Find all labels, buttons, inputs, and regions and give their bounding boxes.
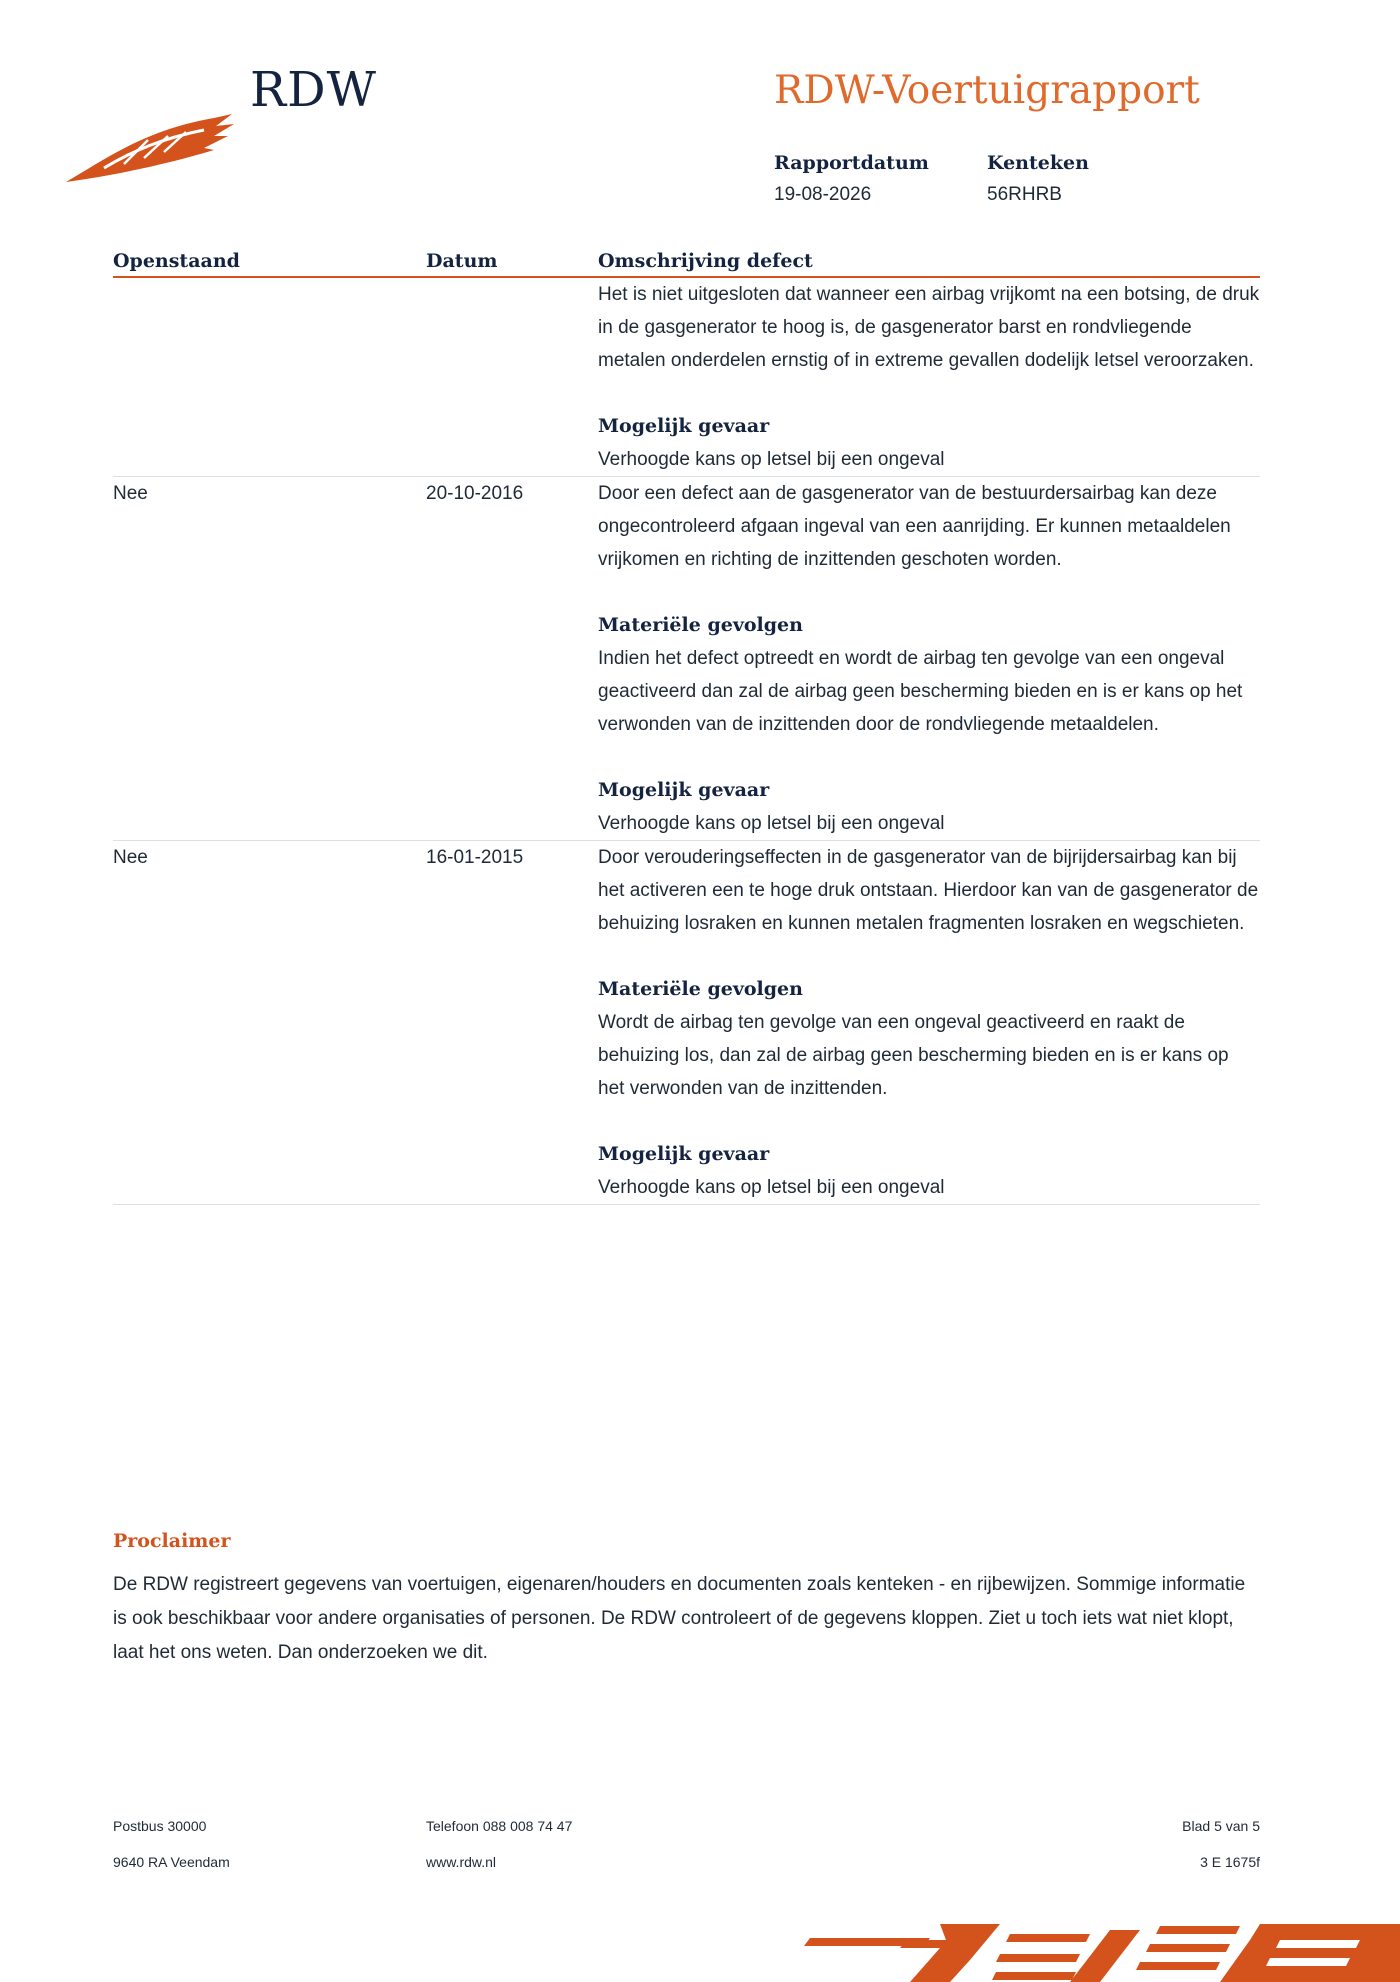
defect-description: Het is niet uitgesloten dat wanneer een airbag vrijkomt na een botsing, de druk in de gasgenerator te hoog is, de gasgenerator barst en rondvliegende metalen onderdelen ernstig of in extreme gevallen dodelijk letsel veroorzaken. bbox=[598, 284, 1260, 371]
feather-logo-icon bbox=[64, 90, 244, 186]
table-row bbox=[113, 477, 1260, 841]
proclaimer-title: Proclaimer bbox=[113, 1530, 231, 1552]
decorative-stripes-icon bbox=[800, 1920, 1400, 1982]
datum-cell: 16-01-2015 bbox=[426, 847, 524, 868]
column-header-omschrijving: Omschrijving defect bbox=[598, 250, 813, 272]
table-row bbox=[113, 841, 1260, 1205]
logo-text: RDW bbox=[250, 62, 377, 118]
license-plate-value: 56RHRB bbox=[987, 184, 1062, 205]
license-plate bbox=[987, 152, 1089, 206]
consequences-text: Wordt de airbag ten gevolge van een ongeval geactiveerd en raakt de behuizing los, dan zal de airbag geen bescherming bieden en is er kans op het verwonden van de inzittenden. bbox=[598, 1012, 1229, 1099]
recall-table bbox=[113, 246, 1260, 1205]
consequences-label: Materiële gevolgen bbox=[598, 978, 803, 1000]
proclaimer-section bbox=[113, 1530, 1260, 1670]
danger-label: Mogelijk gevaar bbox=[598, 779, 770, 801]
proclaimer-text: De RDW registreert gegevens van voertuigen, eigenaren/houders en documenten zoals kenteken - en rijbewijzen. Sommige informatie is ook beschikbaar voor andere organisaties of personen. De RDW controleert of de gegevens kloppen. Ziet u toch iets wat niet klopt, laat het ons weten. Dan onderzoeken we dit. bbox=[113, 1574, 1246, 1663]
report-date-value: 19-08-2026 bbox=[774, 184, 872, 205]
datum-cell: 20-10-2016 bbox=[426, 483, 524, 504]
description-cell bbox=[598, 841, 1260, 1204]
openstaand-cell: Nee bbox=[113, 483, 148, 504]
openstaand-cell: Nee bbox=[113, 847, 148, 868]
consequences-label: Materiële gevolgen bbox=[598, 614, 803, 636]
danger-text: Verhoogde kans op letsel bij een ongeval bbox=[598, 449, 945, 470]
danger-label: Mogelijk gevaar bbox=[598, 415, 770, 437]
footer-document-code: 3 E 1675f bbox=[1200, 1854, 1260, 1870]
report-date bbox=[774, 152, 929, 206]
danger-text: Verhoogde kans op letsel bij een ongeval bbox=[598, 813, 945, 834]
description-cell bbox=[598, 477, 1260, 840]
danger-text: Verhoogde kans op letsel bij een ongeval bbox=[598, 1177, 945, 1198]
description-cell bbox=[598, 278, 1260, 476]
defect-description: Door een defect aan de gasgenerator van de bestuurdersairbag kan deze ongecontroleerd afgaan ingeval van een aanrijding. Er kunnen metaaldelen vrijkomen en richting de inzittenden geschoten worden. bbox=[598, 483, 1231, 570]
report-date-label: Rapportdatum bbox=[774, 152, 929, 174]
danger-label: Mogelijk gevaar bbox=[598, 1143, 770, 1165]
report-title: RDW-Voertuigrapport bbox=[774, 68, 1200, 113]
footer-website-link[interactable]: www.rdw.nl bbox=[426, 1854, 497, 1870]
consequences-text: Indien het defect optreedt en wordt de airbag ten gevolge van een ongeval geactiveerd dan zal de airbag geen bescherming bieden en is er kans op het verwonden van de inzittenden door de rondvliegende metaaldelen. bbox=[598, 648, 1243, 735]
footer-phone: Telefoon 088 008 74 47 bbox=[426, 1818, 573, 1834]
rdw-logo bbox=[64, 62, 384, 182]
license-plate-label: Kenteken bbox=[987, 152, 1089, 174]
table-header bbox=[113, 246, 1260, 278]
footer-page-number: Blad 5 van 5 bbox=[1182, 1818, 1260, 1834]
footer-address-line2: 9640 RA Veendam bbox=[113, 1854, 230, 1870]
table-row bbox=[113, 278, 1260, 477]
column-header-datum: Datum bbox=[426, 250, 498, 272]
defect-description: Door verouderingseffecten in de gasgenerator van de bijrijdersairbag kan bij het activeren een te hoge druk ontstaan. Hierdoor kan van de gasgenerator de behuizing losraken en kunnen metalen fragmenten losraken en wegschieten. bbox=[598, 847, 1259, 934]
column-header-openstaand: Openstaand bbox=[113, 250, 240, 272]
footer-address-line1: Postbus 30000 bbox=[113, 1818, 207, 1834]
